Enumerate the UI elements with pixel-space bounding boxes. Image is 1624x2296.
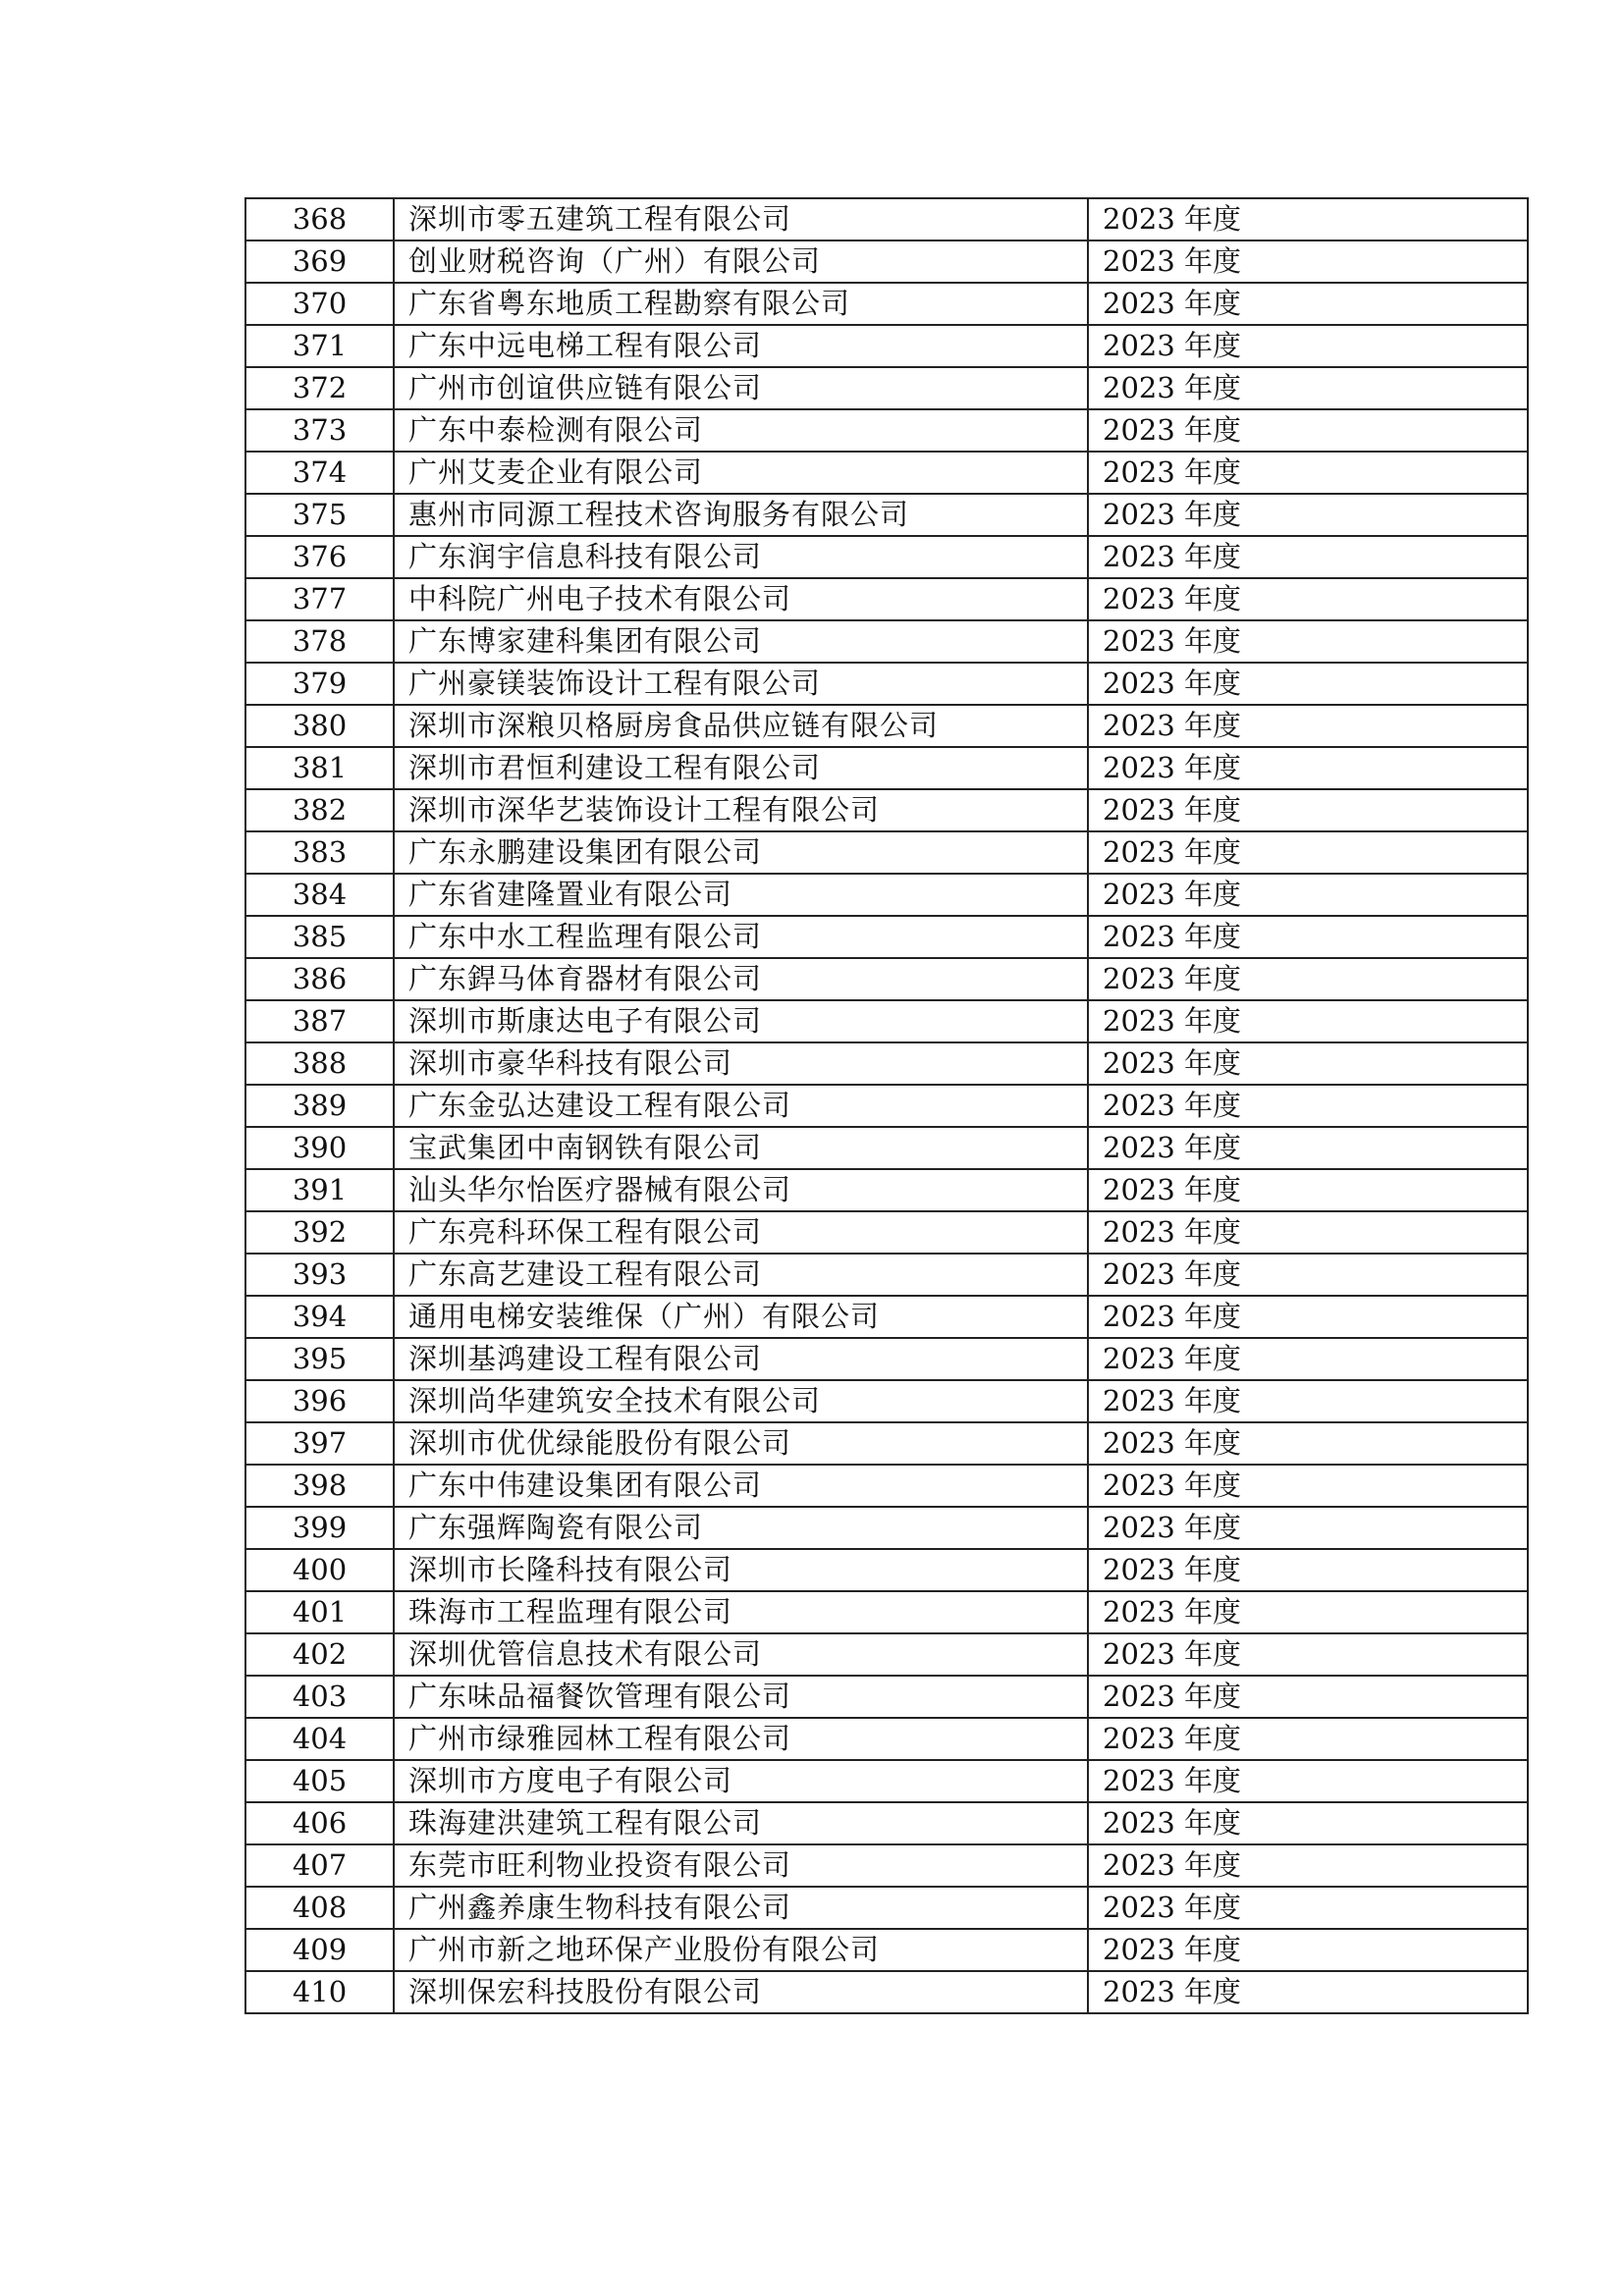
company-name: 惠州市同源工程技术咨询服务有限公司 <box>394 494 1088 536</box>
company-name: 东莞市旺利物业投资有限公司 <box>394 1844 1088 1887</box>
year-label: 2023 年度 <box>1088 1507 1528 1549</box>
company-name: 广东永鹏建设集团有限公司 <box>394 831 1088 874</box>
company-list-table <box>244 197 1529 2014</box>
company-name: 广州市新之地环保产业股份有限公司 <box>394 1929 1088 1971</box>
row-number: 385 <box>245 916 394 958</box>
company-name: 广东金弘达建设工程有限公司 <box>394 1085 1088 1127</box>
table-row <box>245 283 1528 325</box>
table-row <box>245 1507 1528 1549</box>
company-name: 深圳市豪华科技有限公司 <box>394 1042 1088 1085</box>
table-row <box>245 663 1528 705</box>
table-row <box>245 494 1528 536</box>
table-row <box>245 1549 1528 1591</box>
table-row <box>245 705 1528 747</box>
row-number: 398 <box>245 1465 394 1507</box>
row-number: 387 <box>245 1000 394 1042</box>
table-row <box>245 747 1528 789</box>
year-label: 2023 年度 <box>1088 240 1528 283</box>
company-name: 深圳基鸿建设工程有限公司 <box>394 1338 1088 1380</box>
year-label: 2023 年度 <box>1088 1802 1528 1844</box>
row-number: 386 <box>245 958 394 1000</box>
year-label: 2023 年度 <box>1088 452 1528 494</box>
company-name: 广东味品福餐饮管理有限公司 <box>394 1676 1088 1718</box>
row-number: 369 <box>245 240 394 283</box>
year-label: 2023 年度 <box>1088 831 1528 874</box>
year-label: 2023 年度 <box>1088 789 1528 831</box>
company-name: 广东省粤东地质工程勘察有限公司 <box>394 283 1088 325</box>
company-name: 深圳市优优绿能股份有限公司 <box>394 1422 1088 1465</box>
company-name: 广东博家建科集团有限公司 <box>394 620 1088 663</box>
year-label: 2023 年度 <box>1088 1127 1528 1169</box>
table-body <box>245 198 1528 2013</box>
year-label: 2023 年度 <box>1088 1338 1528 1380</box>
year-label: 2023 年度 <box>1088 874 1528 916</box>
company-name: 广东中伟建设集团有限公司 <box>394 1465 1088 1507</box>
year-label: 2023 年度 <box>1088 1887 1528 1929</box>
company-name: 深圳市斯康达电子有限公司 <box>394 1000 1088 1042</box>
table-row <box>245 1042 1528 1085</box>
row-number: 375 <box>245 494 394 536</box>
company-name: 广东銲马体育器材有限公司 <box>394 958 1088 1000</box>
company-name: 创业财税咨询（广州）有限公司 <box>394 240 1088 283</box>
company-name: 广州市创谊供应链有限公司 <box>394 367 1088 409</box>
year-label: 2023 年度 <box>1088 1929 1528 1971</box>
table-row <box>245 1465 1528 1507</box>
table-row <box>245 1802 1528 1844</box>
table-row <box>245 578 1528 620</box>
company-name: 广东中远电梯工程有限公司 <box>394 325 1088 367</box>
year-label: 2023 年度 <box>1088 1296 1528 1338</box>
row-number: 406 <box>245 1802 394 1844</box>
year-label: 2023 年度 <box>1088 1000 1528 1042</box>
table-row <box>245 1844 1528 1887</box>
year-label: 2023 年度 <box>1088 1676 1528 1718</box>
company-name: 中科院广州电子技术有限公司 <box>394 578 1088 620</box>
row-number: 388 <box>245 1042 394 1085</box>
company-name: 深圳市深粮贝格厨房食品供应链有限公司 <box>394 705 1088 747</box>
company-name: 深圳市深华艺装饰设计工程有限公司 <box>394 789 1088 831</box>
year-label: 2023 年度 <box>1088 1465 1528 1507</box>
table-row <box>245 452 1528 494</box>
company-name: 广州鑫养康生物科技有限公司 <box>394 1887 1088 1929</box>
row-number: 377 <box>245 578 394 620</box>
company-name: 广东强辉陶瓷有限公司 <box>394 1507 1088 1549</box>
row-number: 410 <box>245 1971 394 2013</box>
row-number: 408 <box>245 1887 394 1929</box>
row-number: 381 <box>245 747 394 789</box>
table-row <box>245 240 1528 283</box>
company-name: 广东润宇信息科技有限公司 <box>394 536 1088 578</box>
row-number: 382 <box>245 789 394 831</box>
table-row <box>245 1422 1528 1465</box>
row-number: 407 <box>245 1844 394 1887</box>
table-row <box>245 367 1528 409</box>
company-name: 宝武集团中南钢铁有限公司 <box>394 1127 1088 1169</box>
row-number: 368 <box>245 198 394 240</box>
row-number: 392 <box>245 1211 394 1254</box>
year-label: 2023 年度 <box>1088 1380 1528 1422</box>
year-label: 2023 年度 <box>1088 1254 1528 1296</box>
row-number: 370 <box>245 283 394 325</box>
table-row <box>245 1211 1528 1254</box>
company-name: 广东中水工程监理有限公司 <box>394 916 1088 958</box>
row-number: 409 <box>245 1929 394 1971</box>
row-number: 384 <box>245 874 394 916</box>
company-name: 通用电梯安装维保（广州）有限公司 <box>394 1296 1088 1338</box>
table-row <box>245 831 1528 874</box>
row-number: 403 <box>245 1676 394 1718</box>
company-name: 广州艾麦企业有限公司 <box>394 452 1088 494</box>
year-label: 2023 年度 <box>1088 198 1528 240</box>
table-row <box>245 1760 1528 1802</box>
table-row <box>245 1296 1528 1338</box>
year-label: 2023 年度 <box>1088 1042 1528 1085</box>
year-label: 2023 年度 <box>1088 705 1528 747</box>
table-row <box>245 1085 1528 1127</box>
table-row <box>245 1676 1528 1718</box>
company-name: 广州豪镁装饰设计工程有限公司 <box>394 663 1088 705</box>
table-row <box>245 198 1528 240</box>
year-label: 2023 年度 <box>1088 1422 1528 1465</box>
year-label: 2023 年度 <box>1088 1718 1528 1760</box>
row-number: 396 <box>245 1380 394 1422</box>
table-row <box>245 1380 1528 1422</box>
table-row <box>245 1169 1528 1211</box>
company-name: 深圳市君恒利建设工程有限公司 <box>394 747 1088 789</box>
table-row <box>245 1000 1528 1042</box>
year-label: 2023 年度 <box>1088 494 1528 536</box>
company-name: 广东高艺建设工程有限公司 <box>394 1254 1088 1296</box>
company-name: 广东亮科环保工程有限公司 <box>394 1211 1088 1254</box>
row-number: 371 <box>245 325 394 367</box>
table-row <box>245 1718 1528 1760</box>
row-number: 378 <box>245 620 394 663</box>
year-label: 2023 年度 <box>1088 536 1528 578</box>
row-number: 379 <box>245 663 394 705</box>
table-row <box>245 1127 1528 1169</box>
row-number: 405 <box>245 1760 394 1802</box>
row-number: 393 <box>245 1254 394 1296</box>
year-label: 2023 年度 <box>1088 1971 1528 2013</box>
year-label: 2023 年度 <box>1088 747 1528 789</box>
year-label: 2023 年度 <box>1088 1760 1528 1802</box>
row-number: 380 <box>245 705 394 747</box>
table-row <box>245 874 1528 916</box>
table-row <box>245 1633 1528 1676</box>
year-label: 2023 年度 <box>1088 958 1528 1000</box>
year-label: 2023 年度 <box>1088 1211 1528 1254</box>
table-row <box>245 1254 1528 1296</box>
company-name: 深圳市长隆科技有限公司 <box>394 1549 1088 1591</box>
year-label: 2023 年度 <box>1088 1549 1528 1591</box>
year-label: 2023 年度 <box>1088 409 1528 452</box>
year-label: 2023 年度 <box>1088 283 1528 325</box>
row-number: 397 <box>245 1422 394 1465</box>
row-number: 395 <box>245 1338 394 1380</box>
year-label: 2023 年度 <box>1088 578 1528 620</box>
year-label: 2023 年度 <box>1088 1633 1528 1676</box>
year-label: 2023 年度 <box>1088 1169 1528 1211</box>
row-number: 389 <box>245 1085 394 1127</box>
row-number: 400 <box>245 1549 394 1591</box>
table-row <box>245 536 1528 578</box>
row-number: 390 <box>245 1127 394 1169</box>
company-name: 深圳尚华建筑安全技术有限公司 <box>394 1380 1088 1422</box>
year-label: 2023 年度 <box>1088 1085 1528 1127</box>
table-row <box>245 958 1528 1000</box>
table-row <box>245 1887 1528 1929</box>
company-name: 深圳保宏科技股份有限公司 <box>394 1971 1088 2013</box>
table-row <box>245 409 1528 452</box>
row-number: 404 <box>245 1718 394 1760</box>
year-label: 2023 年度 <box>1088 1844 1528 1887</box>
row-number: 399 <box>245 1507 394 1549</box>
row-number: 402 <box>245 1633 394 1676</box>
table-row <box>245 1929 1528 1971</box>
row-number: 373 <box>245 409 394 452</box>
table-row <box>245 1591 1528 1633</box>
table-row <box>245 1971 1528 2013</box>
year-label: 2023 年度 <box>1088 325 1528 367</box>
table-row <box>245 789 1528 831</box>
company-name: 广东中泰检测有限公司 <box>394 409 1088 452</box>
table-row <box>245 1338 1528 1380</box>
year-label: 2023 年度 <box>1088 620 1528 663</box>
row-number: 394 <box>245 1296 394 1338</box>
table-row <box>245 325 1528 367</box>
company-name: 深圳市零五建筑工程有限公司 <box>394 198 1088 240</box>
row-number: 383 <box>245 831 394 874</box>
table-row <box>245 620 1528 663</box>
table-row <box>245 916 1528 958</box>
company-name: 珠海建洪建筑工程有限公司 <box>394 1802 1088 1844</box>
row-number: 391 <box>245 1169 394 1211</box>
year-label: 2023 年度 <box>1088 367 1528 409</box>
company-name: 广州市绿雅园林工程有限公司 <box>394 1718 1088 1760</box>
company-name: 深圳市方度电子有限公司 <box>394 1760 1088 1802</box>
company-name: 深圳优管信息技术有限公司 <box>394 1633 1088 1676</box>
row-number: 376 <box>245 536 394 578</box>
company-name: 广东省建隆置业有限公司 <box>394 874 1088 916</box>
year-label: 2023 年度 <box>1088 916 1528 958</box>
year-label: 2023 年度 <box>1088 1591 1528 1633</box>
company-name: 珠海市工程监理有限公司 <box>394 1591 1088 1633</box>
company-name: 汕头华尔怡医疗器械有限公司 <box>394 1169 1088 1211</box>
row-number: 374 <box>245 452 394 494</box>
row-number: 401 <box>245 1591 394 1633</box>
row-number: 372 <box>245 367 394 409</box>
year-label: 2023 年度 <box>1088 663 1528 705</box>
